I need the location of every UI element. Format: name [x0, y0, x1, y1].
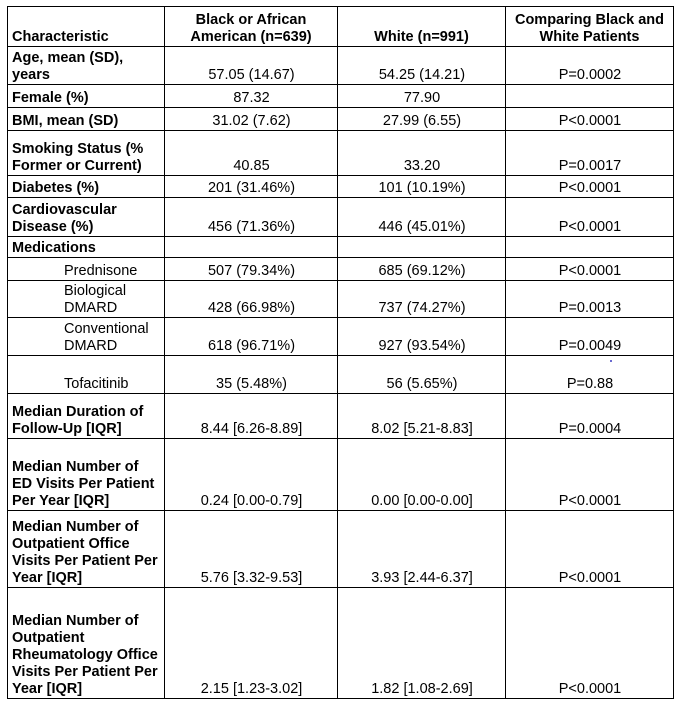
white-value: 27.99 (6.55): [338, 108, 506, 131]
white-value: 446 (45.01%): [338, 198, 506, 237]
p-value: P=0.88: [506, 356, 674, 394]
row-label: Smoking Status (% Former or Current): [8, 131, 165, 176]
table-row: [8, 108, 674, 131]
row-label: Medications: [8, 237, 165, 258]
row-label: Cardiovascular Disease (%): [8, 198, 165, 237]
p-value: P<0.0001: [506, 258, 674, 281]
p-value: [506, 85, 674, 108]
p-value: P<0.0001: [506, 511, 674, 588]
p-value: P<0.0001: [506, 176, 674, 198]
black-value: 0.24 [0.00-0.79]: [165, 439, 338, 511]
p-value: P=0.0049: [506, 318, 674, 356]
p-value: [506, 237, 674, 258]
black-value: 5.76 [3.32-9.53]: [165, 511, 338, 588]
p-value: P<0.0001: [506, 108, 674, 131]
black-value: 40.85: [165, 131, 338, 176]
black-value: 618 (96.71%): [165, 318, 338, 356]
black-value: 8.44 [6.26-8.89]: [165, 394, 338, 439]
p-value: P=0.0002: [506, 47, 674, 85]
row-label: Tofacitinib: [8, 356, 165, 394]
table-row: [8, 131, 674, 176]
p-value: P<0.0001: [506, 588, 674, 699]
p-value: P<0.0001: [506, 198, 674, 237]
white-value: 101 (10.19%): [338, 176, 506, 198]
row-label: Biological DMARD: [8, 281, 165, 318]
row-label: Median Number of Outpatient Rheumatology Office Visits Per Patient Per Year [IQR]: [8, 588, 165, 699]
header-comparison: Comparing Black and White Patients: [506, 7, 674, 47]
white-value: 685 (69.12%): [338, 258, 506, 281]
black-value: 2.15 [1.23-3.02]: [165, 588, 338, 699]
row-label: Female (%): [8, 85, 165, 108]
table-row: [8, 439, 674, 511]
black-value: 456 (71.36%): [165, 198, 338, 237]
white-value: 927 (93.54%): [338, 318, 506, 356]
black-value: 507 (79.34%): [165, 258, 338, 281]
white-value: 0.00 [0.00-0.00]: [338, 439, 506, 511]
white-value: 77.90: [338, 85, 506, 108]
table-header-row: [8, 7, 674, 47]
white-value: 1.82 [1.08-2.69]: [338, 588, 506, 699]
row-label: BMI, mean (SD): [8, 108, 165, 131]
black-value: 87.32: [165, 85, 338, 108]
table-row: [8, 258, 674, 281]
table-row: [8, 356, 674, 394]
p-value: P=0.0004: [506, 394, 674, 439]
p-value: P=0.0013: [506, 281, 674, 318]
white-value: 33.20: [338, 131, 506, 176]
black-value: 201 (31.46%): [165, 176, 338, 198]
stray-dot: [610, 360, 612, 362]
black-value: [165, 237, 338, 258]
table-row: [8, 588, 674, 699]
row-label: Median Number of ED Visits Per Patient Per Year [IQR]: [8, 439, 165, 511]
table-row: [8, 176, 674, 198]
white-value: [338, 237, 506, 258]
row-label: Prednisone: [8, 258, 165, 281]
table-row: [8, 237, 674, 258]
white-value: 3.93 [2.44-6.37]: [338, 511, 506, 588]
row-label: Median Duration of Follow-Up [IQR]: [8, 394, 165, 439]
table-row: [8, 85, 674, 108]
header-black: Black or African American (n=639): [165, 7, 338, 47]
black-value: 428 (66.98%): [165, 281, 338, 318]
row-label: Median Number of Outpatient Office Visits Per Patient Per Year [IQR]: [8, 511, 165, 588]
header-white: White (n=991): [338, 7, 506, 47]
table-row: [8, 47, 674, 85]
table-row: [8, 511, 674, 588]
table-row: [8, 198, 674, 237]
row-label: Diabetes (%): [8, 176, 165, 198]
black-value: 57.05 (14.67): [165, 47, 338, 85]
header-characteristic: Characteristic: [8, 7, 165, 47]
white-value: 737 (74.27%): [338, 281, 506, 318]
table-body: [8, 47, 674, 699]
black-value: 35 (5.48%): [165, 356, 338, 394]
row-label: Conventional DMARD: [8, 318, 165, 356]
white-value: 54.25 (14.21): [338, 47, 506, 85]
black-value: 31.02 (7.62): [165, 108, 338, 131]
white-value: 8.02 [5.21-8.83]: [338, 394, 506, 439]
p-value: P<0.0001: [506, 439, 674, 511]
row-label: Age, mean (SD), years: [8, 47, 165, 85]
table-row: [8, 394, 674, 439]
white-value: 56 (5.65%): [338, 356, 506, 394]
table-row: [8, 281, 674, 318]
p-value: P=0.0017: [506, 131, 674, 176]
characteristics-table: [7, 6, 674, 699]
table-row: [8, 318, 674, 356]
